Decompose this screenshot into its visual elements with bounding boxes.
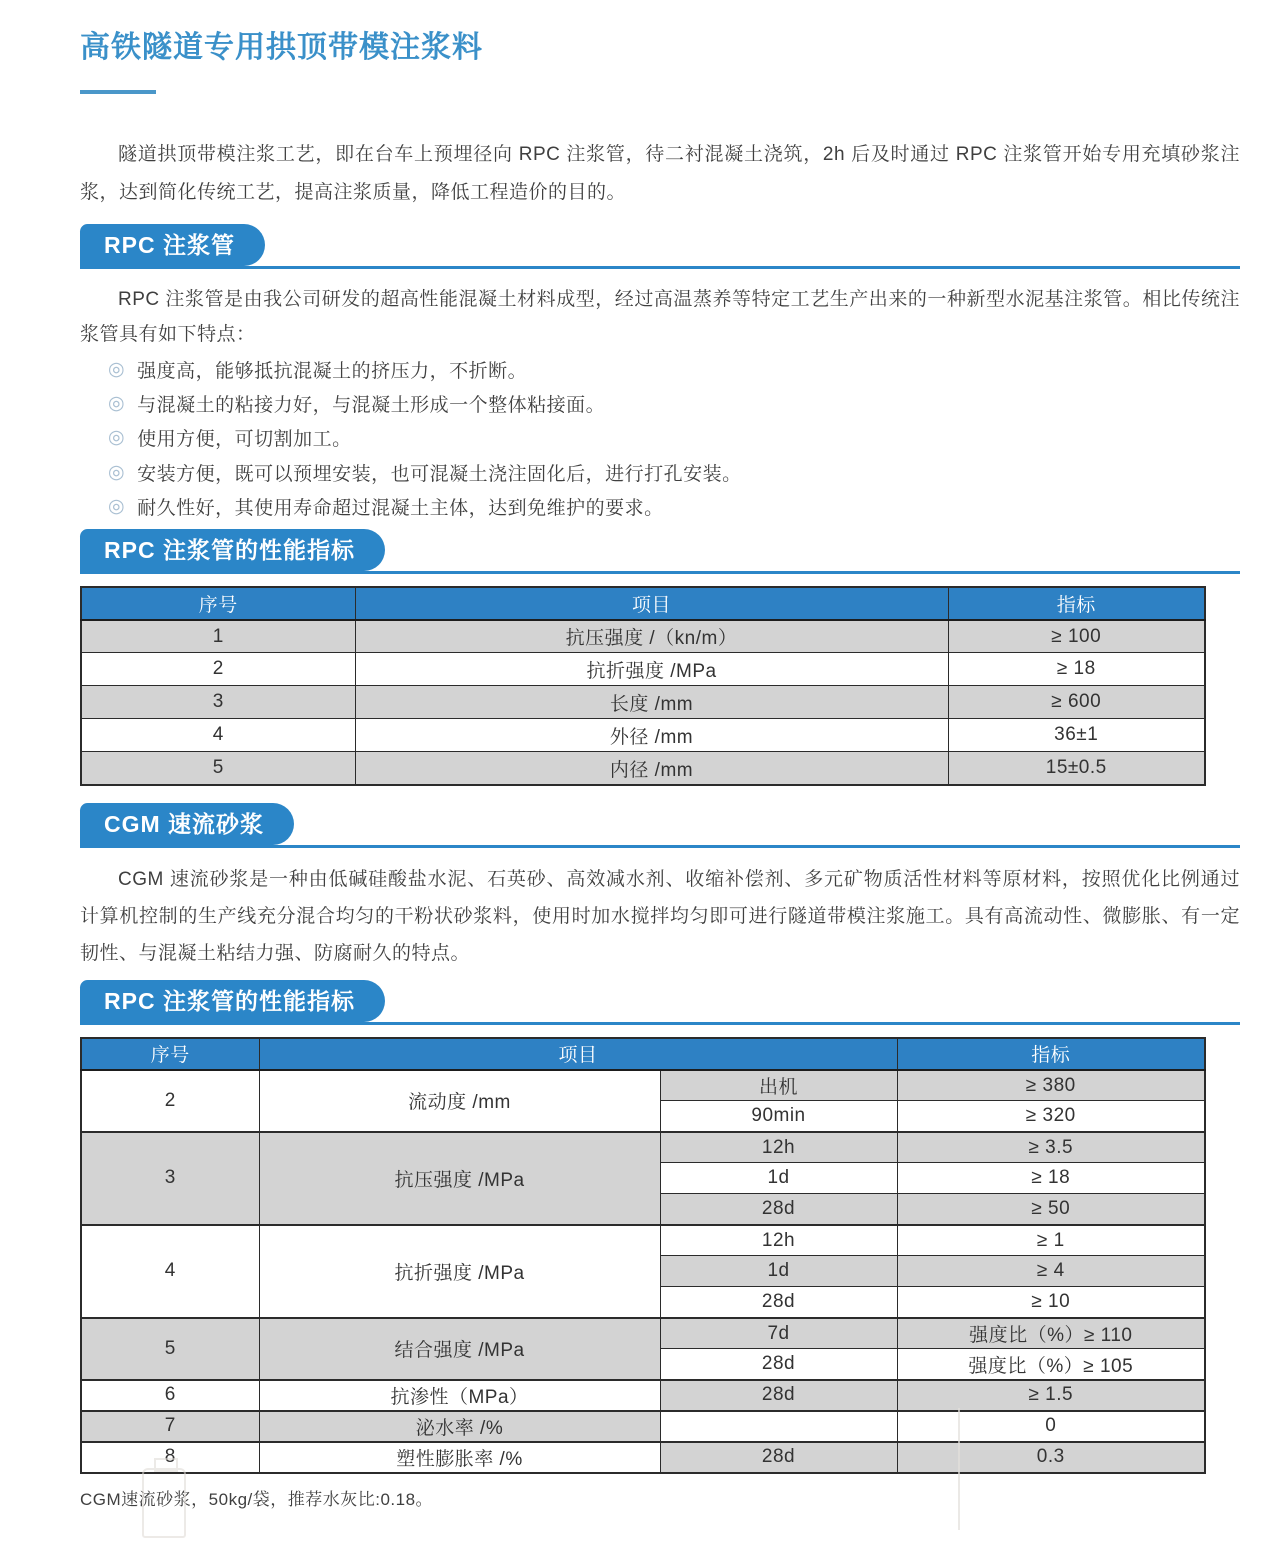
feature-text: 使用方便，可切割加工。 <box>137 429 352 451</box>
feature-list <box>80 352 1240 524</box>
table-cell: 抗折强度 /MPa <box>259 1225 660 1318</box>
bullseye-icon: ◎ <box>108 393 126 415</box>
table-cell: 5 <box>81 752 355 785</box>
table-cell: ≥ 18 <box>948 653 1205 686</box>
table-cell <box>660 1411 897 1442</box>
table-header-cell: 序号 <box>81 587 355 620</box>
table-cell: 7 <box>81 1411 259 1442</box>
watermark-artifact <box>142 1468 186 1538</box>
table-cell: 强度比（%）≥ 110 <box>897 1318 1205 1349</box>
table-row <box>81 1070 1205 1101</box>
bullseye-icon: ◎ <box>108 358 126 380</box>
table-row <box>81 1380 1205 1411</box>
table-cell: 流动度 /mm <box>259 1070 660 1132</box>
table-row <box>81 686 1205 719</box>
table-cell: ≥ 320 <box>897 1101 1205 1132</box>
table-row <box>81 719 1205 752</box>
table-cell: 4 <box>81 719 355 752</box>
table-cell: 36±1 <box>948 719 1205 752</box>
table-row <box>81 620 1205 653</box>
table-cell: 3 <box>81 686 355 719</box>
table-cell: 5 <box>81 1318 259 1380</box>
table-cell: 抗渗性（MPa） <box>259 1380 660 1411</box>
table-cell: ≥ 1 <box>897 1225 1205 1256</box>
table-cell: 15±0.5 <box>948 752 1205 785</box>
table-header-cell: 项目 <box>355 587 948 620</box>
table-cell: 内径 /mm <box>355 752 948 785</box>
table-cell: 28d <box>660 1380 897 1411</box>
table-cell: 3 <box>81 1132 259 1225</box>
table-header-cell: 指标 <box>897 1038 1205 1070</box>
performance-table-cgm <box>80 1037 1206 1474</box>
table-cell: 8 <box>81 1442 259 1473</box>
bullseye-icon: ◎ <box>108 427 126 449</box>
table-cell: 28d <box>660 1442 897 1473</box>
table-header-cell: 序号 <box>81 1038 259 1070</box>
section-underline <box>80 224 1240 269</box>
watermark-artifact <box>958 1408 960 1530</box>
section-banner-cgm: CGM 速流砂浆 <box>80 803 294 845</box>
table-cell: 2 <box>81 1070 259 1132</box>
table-cell: 12h <box>660 1225 897 1256</box>
section-banner-rpc: RPC 注浆管 <box>80 224 265 266</box>
table-cell: ≥ 4 <box>897 1256 1205 1287</box>
section-banner-cgm-specs: RPC 注浆管的性能指标 <box>80 980 385 1022</box>
cgm-description: CGM 速流砂浆是一种由低碱硅酸盐水泥、石英砂、高效减水剂、收缩补偿剂、多元矿物质活性材料等原材料，按照优化比例通过计算机控制的生产线充分混合均匀的干粉状砂浆料，使用时加水搅拌均匀即可进行隧道带模注浆施工。具有高流动性、微膨胀、有一定韧性、与混凝土粘结力强、防腐耐久的特点。 <box>80 868 1240 964</box>
table-row <box>81 1411 1205 1442</box>
table-cell: 外径 /mm <box>355 719 948 752</box>
table-cell: 4 <box>81 1225 259 1318</box>
table-cell: 28d <box>660 1287 897 1318</box>
rpc-description: RPC 注浆管是由我公司研发的超高性能混凝土材料成型，经过高温蒸养等特定工艺生产出来的一种新型水泥基注浆管。相比传统注浆管具有如下特点： <box>80 289 1240 345</box>
table-cell: ≥ 10 <box>897 1287 1205 1318</box>
feature-text: 耐久性好，其使用寿命超过混凝土主体，达到免维护的要求。 <box>137 498 664 520</box>
table-cell: 抗折强度 /MPa <box>355 653 948 686</box>
table-cell: 12h <box>660 1132 897 1163</box>
table-cell: 结合强度 /MPa <box>259 1318 660 1380</box>
table-row <box>81 1442 1205 1473</box>
feature-text: 强度高，能够抵抗混凝土的挤压力，不折断。 <box>137 360 528 382</box>
table-header-cell: 指标 <box>948 587 1205 620</box>
table-cell: 塑性膨胀率 /% <box>259 1442 660 1473</box>
table-row <box>81 1318 1205 1349</box>
table-cell: ≥ 600 <box>948 686 1205 719</box>
table-cell: 0 <box>897 1411 1205 1442</box>
table-cell: 1d <box>660 1163 897 1194</box>
table-cell: ≥ 100 <box>948 620 1205 653</box>
page-title: 高铁隧道专用拱顶带模注浆料 <box>80 31 483 64</box>
bullseye-icon: ◎ <box>108 461 126 483</box>
feature-text: 与混凝土的粘接力好，与混凝土形成一个整体粘接面。 <box>137 395 606 417</box>
feature-item <box>108 490 1240 524</box>
table-cell: 抗压强度 /MPa <box>259 1132 660 1225</box>
table-row <box>81 653 1205 686</box>
feature-item <box>108 455 1240 489</box>
footer-note: CGM速流砂浆，50kg/袋，推荐水灰比:0.18。 <box>80 1489 434 1509</box>
table-row <box>81 752 1205 785</box>
table-cell: 0.3 <box>897 1442 1205 1473</box>
table-cell: 28d <box>660 1194 897 1225</box>
section-underline <box>80 529 1240 574</box>
section-banner-rpc-specs: RPC 注浆管的性能指标 <box>80 529 385 571</box>
feature-item <box>108 386 1240 420</box>
table-cell: 抗压强度 /（kn/m） <box>355 620 948 653</box>
table-cell: 长度 /mm <box>355 686 948 719</box>
feature-text: 安装方便，既可以预埋安装，也可混凝土浇注固化后，进行打孔安装。 <box>137 463 742 485</box>
table-cell: 1 <box>81 620 355 653</box>
table-cell: 强度比（%）≥ 105 <box>897 1349 1205 1380</box>
section-underline <box>80 980 1240 1025</box>
table-cell: 2 <box>81 653 355 686</box>
table-cell: ≥ 18 <box>897 1163 1205 1194</box>
section-underline <box>80 803 1240 848</box>
table-cell: 泌水率 /% <box>259 1411 660 1442</box>
table-cell: ≥ 380 <box>897 1070 1205 1101</box>
table-cell: 7d <box>660 1318 897 1349</box>
table-cell: ≥ 50 <box>897 1194 1205 1225</box>
table-cell: 90min <box>660 1101 897 1132</box>
feature-item <box>108 421 1240 455</box>
table-header-row <box>81 587 1205 620</box>
table-header-cell: 项目 <box>259 1038 897 1070</box>
table-row <box>81 1132 1205 1163</box>
table-row <box>81 1225 1205 1256</box>
feature-item <box>108 352 1240 386</box>
intro-paragraph: 隧道拱顶带模注浆工艺，即在台车上预埋径向 RPC 注浆管，待二衬混凝土浇筑，2h 后及时通过 RPC 注浆管开始专用充填砂浆注浆，达到简化传统工艺，提高注浆质量，降低工程造价的目的。 <box>80 144 1240 203</box>
table-cell: 6 <box>81 1380 259 1411</box>
performance-table-rpc <box>80 586 1206 786</box>
table-header-row <box>81 1038 1205 1070</box>
table-cell: 28d <box>660 1349 897 1380</box>
table-cell: ≥ 3.5 <box>897 1132 1205 1163</box>
title-underline <box>80 90 156 94</box>
bullseye-icon: ◎ <box>108 496 126 518</box>
table-cell: 1d <box>660 1256 897 1287</box>
table-cell: ≥ 1.5 <box>897 1380 1205 1411</box>
table-cell: 出机 <box>660 1070 897 1101</box>
